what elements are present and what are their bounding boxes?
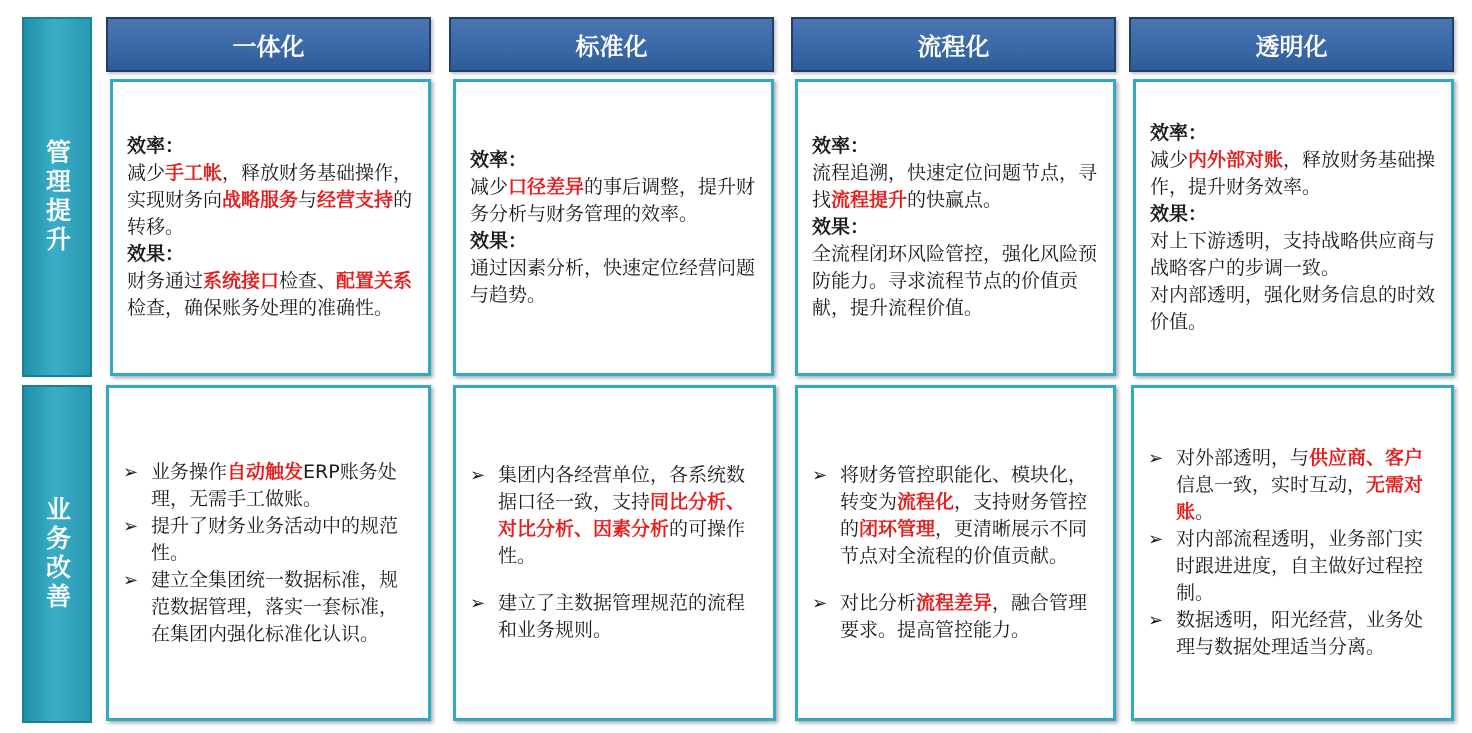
effect-highlight: 系统接口 <box>203 270 280 292</box>
bullet-text: 对外部透明，与 <box>1176 447 1310 469</box>
bullet-arrow-icon: ➢ <box>123 461 139 483</box>
bullet-highlight: 流程差异 <box>916 592 993 614</box>
bullet-item <box>470 590 761 644</box>
column-title: 透明化 <box>1255 33 1328 61</box>
effect-text: 全流程闭环风险管控，强化风险预防能力。寻求流程节点的价值贡献，提升流程价值。 <box>812 243 1098 319</box>
bullet-text <box>1176 445 1439 526</box>
effect-text: 对上下游透明，支持战略供应商与战略客户的步调一致。 <box>1150 229 1436 279</box>
bullet-text: 集团内各经营单位，各系统数据口径一致，支持 <box>498 464 746 513</box>
bullet-item <box>123 459 416 513</box>
bullet-arrow-icon: ➢ <box>1148 529 1164 550</box>
bullet-text <box>840 590 1101 644</box>
effect-label: 效果： <box>470 229 528 252</box>
bullet-text: ERP账务处理，无需手工做账。 <box>151 460 397 510</box>
efficiency-label: 效率： <box>470 148 528 171</box>
bullet-text <box>840 462 1101 570</box>
bullet-text: 。 <box>1195 501 1215 523</box>
effect-text: 财务通过 <box>127 270 204 292</box>
bullet-arrow-icon: ➢ <box>470 465 486 486</box>
bullet-text: ，更清晰展示不同节点对全流程的价值贡献。 <box>840 518 1088 567</box>
efficiency-text: ，释放财务基础操作，提升财务效率。 <box>1150 148 1436 198</box>
efficiency-text: ，释放财务基础操作，实现财务向 <box>127 162 413 211</box>
effect-text <box>812 241 1101 322</box>
bullet-highlight: 无需对账 <box>1176 474 1424 523</box>
effect-label: 效果： <box>127 243 185 265</box>
bullet-text <box>1176 526 1439 607</box>
bullet-highlight: 自动触发 <box>227 460 304 483</box>
column-title: 流程化 <box>917 33 990 61</box>
bullet-text <box>498 462 761 570</box>
bullet-highlight: 闭环管理 <box>859 518 936 540</box>
bullet-text: ，融合管理要求。提高管控能力。 <box>840 592 1088 641</box>
efficiency-highlight: 手工帐 <box>165 162 223 184</box>
efficiency-text <box>127 160 416 241</box>
row-label-business <box>22 385 92 723</box>
efficiency-text: 减少 <box>1150 148 1189 171</box>
business-cell <box>1131 385 1454 721</box>
management-cell <box>795 79 1116 376</box>
bullet-highlight: 同比分析、对比分析、因素分析 <box>498 491 746 540</box>
effect-text <box>1150 228 1439 282</box>
bullet-text: ，支持财务管控的 <box>840 491 1088 540</box>
column-title: 标准化 <box>575 33 648 61</box>
bullet-item <box>1148 445 1439 526</box>
bullet-item <box>123 513 416 567</box>
bullet-highlight: 供应商、客户 <box>1309 447 1424 469</box>
bullet-text <box>1176 607 1439 661</box>
bullet-text <box>498 590 761 644</box>
bullet-item <box>812 462 1101 570</box>
efficiency-highlight: 流程提升 <box>831 189 908 211</box>
bullet-text: 将财务管控职能化、模块化，转变为 <box>840 464 1088 513</box>
management-cell <box>110 79 431 376</box>
bullet-arrow-icon: ➢ <box>1148 610 1164 631</box>
efficiency-text: 减少 <box>470 175 509 198</box>
bullet-text <box>151 459 416 513</box>
bullet-arrow-icon: ➢ <box>123 515 139 537</box>
effect-highlight: 配置关系 <box>336 270 413 292</box>
efficiency-text: 的快赢点。 <box>907 189 1003 211</box>
efficiency-text: 的转移。 <box>127 189 413 238</box>
bullet-text: 提升了财务业务活动中的规范性。 <box>151 514 399 564</box>
bullet-text: 建立全集团统一数据标准，规范数据管理，落实一套标准，在集团内强化标准化认识。 <box>151 568 399 645</box>
efficiency-text: 与 <box>298 189 318 211</box>
efficiency-highlight: 经营支持 <box>317 189 394 211</box>
efficiency-text: 流程追溯，快速定位问题节点，寻找 <box>812 162 1098 211</box>
bullet-text <box>151 513 416 567</box>
effect-text <box>470 255 759 309</box>
column-header-transparency <box>1129 17 1454 72</box>
column-header-integration <box>106 17 431 72</box>
efficiency-text: 减少 <box>127 162 166 184</box>
bullet-item <box>1148 607 1439 661</box>
business-cell <box>453 385 776 721</box>
effect-text: 检查、 <box>279 270 337 292</box>
bullet-arrow-icon: ➢ <box>1148 448 1164 469</box>
efficiency-highlight: 口径差异 <box>508 175 585 198</box>
efficiency-label: 效率： <box>1150 121 1208 144</box>
bullet-arrow-icon: ➢ <box>123 569 139 591</box>
effect-text-secondary <box>1150 282 1439 336</box>
bullet-text: 业务操作 <box>151 460 228 483</box>
column-title: 一体化 <box>232 33 305 61</box>
bullet-text: 建立了主数据管理规范的流程和业务规则。 <box>498 592 746 641</box>
effect-text: 检查，确保账务处理的准确性。 <box>127 297 394 319</box>
management-cell <box>1133 79 1454 376</box>
effect-label: 效果： <box>812 216 870 238</box>
business-cell <box>795 385 1116 721</box>
effect-text: 对内部透明，强化财务信息的时效价值。 <box>1150 283 1436 333</box>
bullet-highlight: 流程化 <box>897 491 955 513</box>
effect-text: 通过因素分析，快速定位经营问题与趋势。 <box>470 256 756 306</box>
efficiency-highlight: 战略服务 <box>222 189 299 211</box>
bullet-item <box>1148 526 1439 607</box>
business-cell <box>106 385 431 721</box>
efficiency-highlight: 内外部对账 <box>1188 148 1284 171</box>
bullet-item <box>812 590 1101 644</box>
bullet-arrow-icon: ➢ <box>470 593 486 614</box>
bullet-text: 对比分析 <box>840 592 917 614</box>
column-header-standardization <box>449 17 774 72</box>
bullet-text: 数据透明，阳光经营，业务处理与数据处理适当分离。 <box>1176 609 1424 658</box>
bullet-text: 的可操作性。 <box>498 518 746 567</box>
efficiency-label: 效率： <box>127 135 185 157</box>
efficiency-text <box>470 174 759 228</box>
bullet-text <box>151 567 416 648</box>
column-header-process <box>791 17 1116 72</box>
effect-text <box>127 268 416 322</box>
bullet-text: 对内部流程透明，业务部门实时跟进进度，自主做好过程控制。 <box>1176 528 1424 604</box>
row-label-management-text: 管理提升 <box>42 139 72 255</box>
bullet-item <box>123 567 416 648</box>
efficiency-text <box>812 160 1101 214</box>
management-cell <box>453 79 774 376</box>
row-label-business-text: 业务改善 <box>42 496 72 612</box>
bullet-text: 信息一致，实时互动， <box>1176 474 1367 496</box>
efficiency-label: 效率： <box>812 135 870 157</box>
bullet-arrow-icon: ➢ <box>812 465 828 486</box>
efficiency-text <box>1150 147 1439 201</box>
effect-label: 效果： <box>1150 202 1208 225</box>
row-label-management <box>22 17 92 377</box>
bullet-arrow-icon: ➢ <box>812 593 828 614</box>
efficiency-text: 的事后调整，提升财务分析与财务管理的效率。 <box>470 175 756 225</box>
bullet-item <box>470 462 761 570</box>
